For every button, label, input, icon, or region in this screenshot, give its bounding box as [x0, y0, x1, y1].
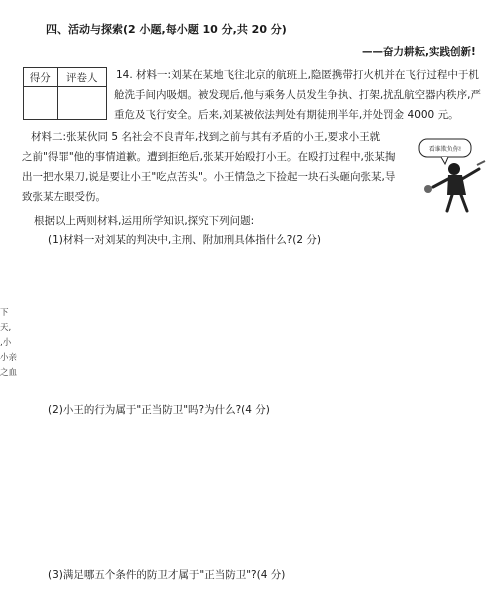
score-table [23, 67, 107, 120]
slogan: ——奋力耕耘,实践创新! [362, 46, 476, 58]
q14-line-1: 14. 材料一:刘某在某地飞往北京的航班上,隐匿携带打火机并在飞行过程中于机 [116, 69, 479, 81]
answer-area-1[interactable] [48, 252, 468, 397]
margin-note: ,小 [0, 338, 12, 348]
section-header: 四、活动与探索(2 小题,每小题 10 分,共 20 分) [46, 23, 287, 36]
question-3: (3)满足哪五个条件的防卫才属于"正当防卫"?(4 分) [48, 569, 286, 581]
margin-note: 下天, [0, 308, 12, 333]
q14-line-7: 致张某左眼受伤。 [22, 191, 106, 203]
question-2: (2)小王的行为属于"正当防卫"吗?为什么?(4 分) [48, 404, 270, 416]
q14-line-5: 之前"得罪"他的事情道歉。遭到拒绝后,张某开始殴打小王。在殴打过程中,张某掏 [22, 151, 396, 163]
grader-label: 评卷人 [57, 68, 107, 87]
q14-line-2: 舱洗手间内吸烟。被发现后,他与乘务人员发生争执、打架,扰乱航空器内秩序,严 [114, 89, 482, 101]
margin-note: 小亲 [0, 353, 18, 363]
score-cell [24, 87, 58, 120]
question-1: (1)材料一对刘某的判决中,主刑、附加刑具体指什么?(2 分) [48, 234, 321, 246]
margin-note: 之血 [0, 368, 18, 378]
answer-area-2[interactable] [48, 422, 468, 562]
cartoon-speech-text: 看谁欺负你! [428, 146, 462, 153]
q14-line-6: 出一把水果刀,说是要让小王"吃点苦头"。小王情急之下捡起一块石头砸向张某,导 [22, 171, 396, 183]
q14-line-4: 材料二:张某伙同 5 名社会不良青年,找到之前与其有矛盾的小王,要求小王就 [31, 131, 381, 143]
q14-line-3: 重危及飞行安全。后来,刘某被依法判处有期徒刑半年,并处罚金 4000 元。 [114, 109, 459, 121]
grader-cell [57, 87, 107, 120]
cartoon-illustration [417, 137, 489, 213]
margin-notes [0, 306, 18, 381]
q14-instruction: 根据以上两则材料,运用所学知识,探究下列问题: [34, 215, 255, 227]
score-label: 得分 [24, 68, 58, 87]
